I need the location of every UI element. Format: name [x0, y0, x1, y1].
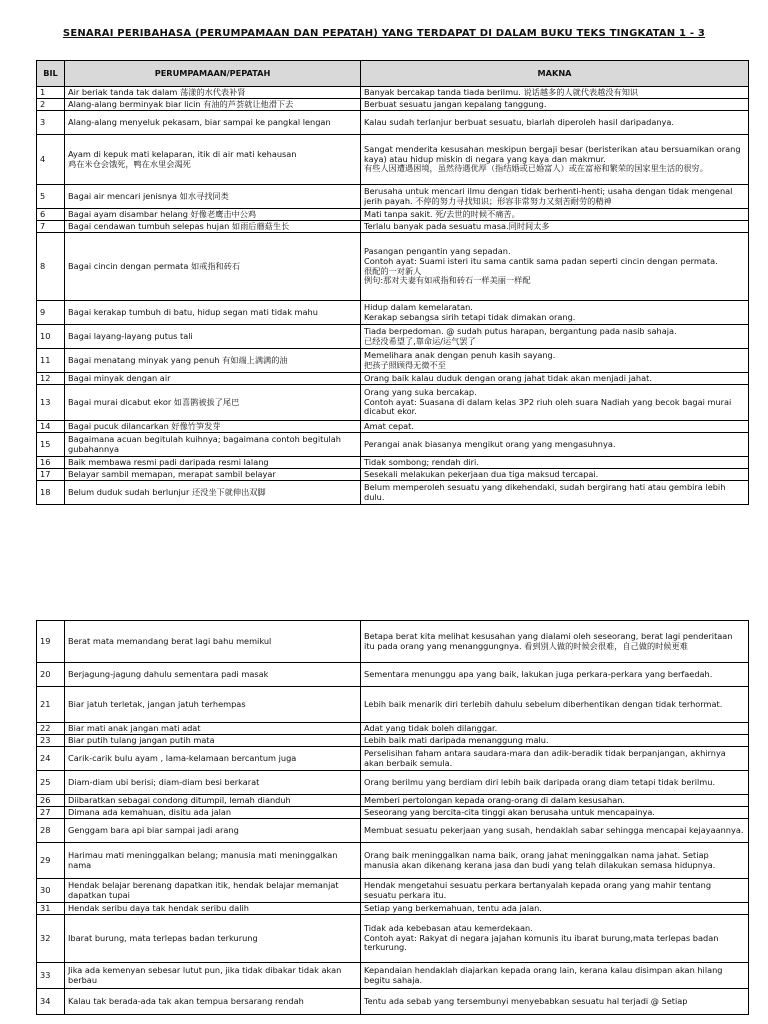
proverb-text: Bagai kerakap tumbuh di batu, hidup segan mati tidak mahu [68, 306, 318, 317]
table-header-row [37, 61, 749, 87]
proverb-text: Biar putih tulang jangan putih mata [68, 734, 215, 745]
proverb-cell [65, 457, 361, 469]
meaning-cell [361, 663, 749, 687]
meaning-cell [361, 963, 749, 989]
row-number: 29 [37, 843, 65, 879]
proverb-text: Bagai murai dicabut ekor 如喜鹊被拔了尾巴 [68, 396, 240, 407]
meaning-text: Berbuat sesuatu jangan kepalang tanggung. [364, 98, 547, 109]
meaning-cell [361, 99, 749, 111]
table-row [37, 373, 749, 385]
table-row [37, 687, 749, 723]
proverb-text: Carik-carik bulu ayam , lama-kelamaan bercantum juga [68, 752, 297, 763]
table-row [37, 819, 749, 843]
proverb-text: Bagai air mencari jenisnya 如水寻找同类 [68, 190, 229, 201]
meaning-text: Belum memperoleh sesuatu yang dikehendaki, sudah bergirang hati atau gembira lebih dulu. [364, 481, 726, 502]
meaning-text: Orang yang suka bercakap. [364, 386, 477, 397]
row-number: 24 [37, 747, 65, 771]
proverb-cell [65, 221, 361, 233]
proverb-cell [65, 135, 361, 185]
table-row [37, 795, 749, 807]
proverb-text: Bagai ayam disambar helang 好像老鹰击中公鸡 [68, 208, 257, 219]
meaning-text: 已经没希望了,靠命运/运气罢了 [364, 335, 476, 346]
proverb-text: Hendak seribu daya tak hendak seribu dalih [68, 902, 249, 913]
table-row [37, 663, 749, 687]
proverb-text: Bagai cincin dengan permata 如戒指和砖石 [68, 260, 241, 271]
meaning-text: Betapa berat kita melihat kesusahan yang dialami oleh seseorang, berat lagi penderitaan itu pada orang yang menanggungnya. 看到別人做的时候会很难，自己做的时候更难 [364, 630, 733, 651]
proverb-text: Bagai pucuk dilancarkan 好像竹笋发芽 [68, 420, 221, 431]
proverb-text: Alang-alang berminyak biar licin 有油的芦荟就让他滑下去 [68, 98, 294, 109]
proverb-text: Bagai cendawan tumbuh selepas hujan 如雨后蘑菇生长 [68, 220, 290, 231]
meaning-cell [361, 989, 749, 1015]
proverb-text: Diam-diam ubi berisi; diam-diam besi berkarat [68, 776, 260, 787]
meaning-cell [361, 373, 749, 385]
meaning-text: 很配的一对新人 [364, 265, 422, 276]
meaning-text: Contoh ayat: Rakyat di negara jajahan komunis itu ibarat burung,mata terlepas badan terkurung. [364, 932, 719, 953]
proverb-text: 鸡在米仓会饿死，鸭在水里会渴死 [68, 158, 191, 169]
proverb-cell [65, 819, 361, 843]
meaning-text: Sangat menderita kesusahan meskipun bergaji besar (beristerikan atau bersuamikan orang kaya) atau hidup miskin di negara yang kaya dan makmur. [364, 143, 741, 164]
meaning-text: Adat yang tidak boleh dilanggar. [364, 722, 498, 733]
proverb-cell [65, 185, 361, 209]
meaning-text: Terlalu banyak pada sesuatu masa.同时间太多 [364, 220, 550, 231]
row-number: 30 [37, 879, 65, 903]
meaning-text: Kepandaian hendaklah diajarkan kepada orang lain, kerana kalau disimpan akan hilang begitu sahaja. [364, 964, 723, 985]
meaning-cell [361, 807, 749, 819]
meaning-text: Kerakap sebangsa sirih tetapi tidak dimakan orang. [364, 311, 576, 322]
proverb-text: Kalau tak berada-ada tak akan tempua bersarang rendah [68, 995, 304, 1006]
table-row [37, 915, 749, 963]
meaning-text: Perangai anak biasanya mengikut orang yang mengasuhnya. [364, 438, 616, 449]
proverb-cell [65, 349, 361, 373]
meaning-text: Pasangan pengantin yang sepadan. [364, 246, 511, 257]
proverb-text: Dimana ada kemahuan, disitu ada jalan [68, 806, 232, 817]
proverb-text: Ayam di kepuk mati kelaparan, itik di air mati kehausan [68, 148, 297, 159]
proverb-text: Berjagung-jagung dahulu sementara padi masak [68, 668, 269, 679]
row-number: 6 [37, 209, 65, 221]
meaning-text: Tidak ada kebebasan atau kemerdekaan. [364, 922, 533, 933]
proverb-text: Baik membawa resmi padi daripada resmi lalang [68, 456, 269, 467]
proverb-cell [65, 99, 361, 111]
row-number: 2 [37, 99, 65, 111]
table-row [37, 843, 749, 879]
proverb-text: Belayar sambil memapan, merapat sambil belayar [68, 468, 276, 479]
table-row [37, 807, 749, 819]
proverb-text: Bagai layang-layang putus tali [68, 330, 193, 341]
table-row [37, 349, 749, 373]
row-number: 14 [37, 421, 65, 433]
row-number: 26 [37, 795, 65, 807]
row-number: 8 [37, 233, 65, 301]
proverb-text: Ibarat burung, mata terlepas badan terkurung [68, 932, 258, 943]
table-row [37, 747, 749, 771]
meaning-text: Memelihara anak dengan penuh kasih sayang. [364, 349, 556, 360]
proverb-cell [65, 879, 361, 903]
table-row [37, 735, 749, 747]
header-perumpamaan: PERUMPAMAAN/PEPATAH [65, 61, 361, 87]
table-row [37, 209, 749, 221]
row-number: 32 [37, 915, 65, 963]
table-row [37, 221, 749, 233]
proverb-cell [65, 771, 361, 795]
row-number: 18 [37, 481, 65, 505]
proverb-table-1 [36, 60, 749, 505]
row-number: 13 [37, 385, 65, 421]
meaning-cell [361, 915, 749, 963]
row-number: 11 [37, 349, 65, 373]
meaning-cell [361, 621, 749, 663]
table-row [37, 233, 749, 301]
meaning-text: Kalau sudah terlanjur berbuat sesuatu, biarlah diperoleh hasil daripadanya. [364, 116, 675, 127]
proverb-cell [65, 87, 361, 99]
meaning-text: Berusaha untuk mencari ilmu dengan tidak berhenti-henti; usaha dengan tidak mengenal jerih payah. 不停的努力寻找知识；形容非常努力又刻苦耐劳的精神 [364, 185, 733, 206]
proverb-cell [65, 735, 361, 747]
proverb-cell [65, 233, 361, 301]
table-row [37, 457, 749, 469]
table-row [37, 903, 749, 915]
meaning-text: Tentu ada sebab yang tersembunyi menyebabkan sesuatu hal terjadi @ Setiap [364, 995, 688, 1006]
meaning-text: Orang baik kalau duduk dengan orang jahat tidak akan menjadi jahat. [364, 372, 652, 383]
table-row [37, 963, 749, 989]
page-break [0, 540, 768, 610]
table-row [37, 621, 749, 663]
table-row [37, 301, 749, 325]
meaning-cell [361, 301, 749, 325]
table-row [37, 325, 749, 349]
meaning-text: Contoh ayat: Suasana di dalam kelas 3P2 riuh oleh suara Nadiah yang becok bagai murai dicabut ekor. [364, 396, 732, 417]
row-number: 25 [37, 771, 65, 795]
meaning-text: Lebih baik mati daripada menanggung malu. [364, 734, 549, 745]
row-number: 20 [37, 663, 65, 687]
meaning-cell [361, 221, 749, 233]
meaning-cell [361, 87, 749, 99]
meaning-text: Membuat sesuatu pekerjaan yang susah, hendaklah sabar sehingga mencapai kejayaannya. [364, 824, 744, 835]
row-number: 16 [37, 457, 65, 469]
table-row [37, 111, 749, 135]
meaning-text: 有些人因遭遇困境，虽然待遇优厚（指结婚或已婚富人）或在富裕和繁荣的国家里生活的很穷。 [364, 163, 708, 174]
row-number: 31 [37, 903, 65, 915]
meaning-cell [361, 325, 749, 349]
meaning-cell [361, 457, 749, 469]
proverb-table-2 [36, 620, 749, 1015]
proverb-cell [65, 747, 361, 771]
meaning-cell [361, 469, 749, 481]
proverb-text: Bagai menatang minyak yang penuh 有如端上满满的油 [68, 354, 288, 365]
row-number: 12 [37, 373, 65, 385]
meaning-cell [361, 735, 749, 747]
meaning-text: 把孩子照顾得无微不至 [364, 359, 446, 370]
meaning-cell [361, 687, 749, 723]
proverb-cell [65, 963, 361, 989]
proverb-text: Harimau mati meninggalkan belang; manusia mati meninggalkan nama [68, 849, 338, 870]
meaning-text: Setiap yang berkemahuan, tentu ada jalan. [364, 902, 542, 913]
proverb-cell [65, 915, 361, 963]
proverb-text: Jika ada kemenyan sebesar lutut pun, jika tidak dibakar tidak akan berbau [68, 964, 342, 985]
table-row [37, 421, 749, 433]
meaning-text: Tidak sombong; rendah diri. [364, 456, 479, 467]
row-number: 3 [37, 111, 65, 135]
meaning-text: Perselisihan faham antara saudara-mara dan adik-beradik tidak berpanjangan, akhirnya akan berbaik semula. [364, 747, 726, 768]
table-row [37, 185, 749, 209]
meaning-cell [361, 421, 749, 433]
row-number: 21 [37, 687, 65, 723]
proverb-text: Alang-alang menyeluk pekasam, biar sampai ke pangkal lengan [68, 116, 331, 127]
row-number: 1 [37, 87, 65, 99]
proverb-cell [65, 209, 361, 221]
table-row [37, 879, 749, 903]
table-row [37, 385, 749, 421]
proverb-text: Bagai minyak dengan air [68, 372, 171, 383]
proverb-cell [65, 989, 361, 1015]
meaning-cell [361, 843, 749, 879]
meaning-cell [361, 433, 749, 457]
table-row [37, 433, 749, 457]
proverb-text: Bagaimana acuan begitulah kuihnya; bagaimana contoh begitulah gubahannya [68, 433, 341, 454]
header-makna: MAKNA [361, 61, 749, 87]
meaning-text: Sesekali melakukan pekerjaan dua tiga maksud tercapai. [364, 468, 599, 479]
proverb-cell [65, 111, 361, 135]
meaning-cell [361, 771, 749, 795]
table-row [37, 87, 749, 99]
meaning-cell [361, 233, 749, 301]
meaning-cell [361, 903, 749, 915]
proverb-cell [65, 621, 361, 663]
meaning-text: Mati tanpa sakit. 死/去世的时候不痛苦。 [364, 208, 520, 219]
row-number: 23 [37, 735, 65, 747]
proverb-cell [65, 687, 361, 723]
proverb-cell [65, 301, 361, 325]
meaning-cell [361, 185, 749, 209]
meaning-text: Tiada berpedoman. @ sudah putus harapan, bergantung pada nasib sahaja. [364, 325, 677, 336]
meaning-cell [361, 111, 749, 135]
meaning-cell [361, 349, 749, 373]
proverb-cell [65, 481, 361, 505]
proverb-cell [65, 433, 361, 457]
meaning-text: Memberi pertolongan kepada orang-orang di dalam kesusahan. [364, 794, 626, 805]
row-number: 5 [37, 185, 65, 209]
meaning-cell [361, 209, 749, 221]
row-number: 4 [37, 135, 65, 185]
meaning-text: 例句:那对夫妻有如戒指和砖石一样美丽一样配 [364, 275, 531, 286]
meaning-cell [361, 723, 749, 735]
meaning-text: Lebih baik menarik diri terlebih dahulu sebelum diberhentikan dengan tidak terhormat. [364, 698, 723, 709]
proverb-cell [65, 723, 361, 735]
header-bil: BIL [37, 61, 65, 87]
row-number: 27 [37, 807, 65, 819]
proverb-cell [65, 421, 361, 433]
proverb-text: Hendak belajar berenang dapatkan itik, hendak belajar memanjat dapatkan tupai [68, 879, 339, 900]
meaning-text: Hendak mengetahui sesuatu perkara bertanyalah kepada orang yang mahir tentang sesuatu perkara itu. [364, 879, 712, 900]
table-row [37, 135, 749, 185]
meaning-text: Orang baik meninggalkan nama baik, orang jahat meninggalkan nama jahat. Setiap manusia akan dikenang kerana jasa dan budi yang telah dilakukan semasa hidupnya. [364, 849, 716, 870]
meaning-cell [361, 135, 749, 185]
row-number: 9 [37, 301, 65, 325]
table-row [37, 469, 749, 481]
row-number: 33 [37, 963, 65, 989]
row-number: 19 [37, 621, 65, 663]
meaning-text: Amat cepat. [364, 420, 414, 431]
row-number: 34 [37, 989, 65, 1015]
row-number: 17 [37, 469, 65, 481]
proverb-text: Diibaratkan sebagai condong ditumpil, lemah dianduh [68, 794, 291, 805]
meaning-text: Hidup dalam kemelaratan. [364, 301, 473, 312]
proverb-text: Air beriak tanda tak dalam 荡漾的水代表补肾 [68, 86, 246, 97]
row-number: 28 [37, 819, 65, 843]
proverb-cell [65, 807, 361, 819]
page-title: SENARAI PERIBAHASA (PERUMPAMAAN DAN PEPATAH) YANG TERDAPAT DI DALAM BUKU TEKS TINGKATAN 1 - 3 [62, 28, 706, 39]
proverb-cell [65, 843, 361, 879]
meaning-text: Seseorang yang bercita-cita tinggi akan berusaha untuk mencapainya. [364, 806, 655, 817]
proverb-text: Genggam bara api biar sampai jadi arang [68, 824, 239, 835]
meaning-cell [361, 879, 749, 903]
proverb-cell [65, 469, 361, 481]
meaning-text: Orang berilmu yang berdiam diri lebih baik daripada orang diam tetapi tidak berilmu. [364, 776, 716, 787]
table-row [37, 989, 749, 1015]
row-number: 10 [37, 325, 65, 349]
proverb-cell [65, 325, 361, 349]
table-row [37, 481, 749, 505]
row-number: 22 [37, 723, 65, 735]
meaning-cell [361, 819, 749, 843]
table-row [37, 771, 749, 795]
meaning-text: Contoh ayat: Suami isteri itu sama cantik sama padan seperti cincin dengan permata. [364, 255, 718, 266]
meaning-text: Sementara menunggu apa yang baik, lakukan juga perkara-perkara yang berfaedah. [364, 668, 713, 679]
row-number: 7 [37, 221, 65, 233]
meaning-cell [361, 481, 749, 505]
proverb-text: Belum duduk sudah berlunjur 还没坐下就伸出双脚 [68, 486, 266, 497]
meaning-cell [361, 795, 749, 807]
meaning-text: Banyak bercakap tanda tiada berilmu. 说话越多的人就代表越没有知识 [364, 86, 639, 97]
proverb-cell [65, 903, 361, 915]
meaning-cell [361, 747, 749, 771]
proverb-cell [65, 795, 361, 807]
table-row [37, 723, 749, 735]
proverb-text: Biar jatuh terletak, jangan jatuh terhempas [68, 698, 246, 709]
proverb-cell [65, 385, 361, 421]
meaning-cell [361, 385, 749, 421]
proverb-cell [65, 373, 361, 385]
table-row [37, 99, 749, 111]
proverb-text: Biar mati anak jangan mati adat [68, 722, 201, 733]
proverb-cell [65, 663, 361, 687]
proverb-text: Berat mata memandang berat lagi bahu memikul [68, 635, 272, 646]
row-number: 15 [37, 433, 65, 457]
